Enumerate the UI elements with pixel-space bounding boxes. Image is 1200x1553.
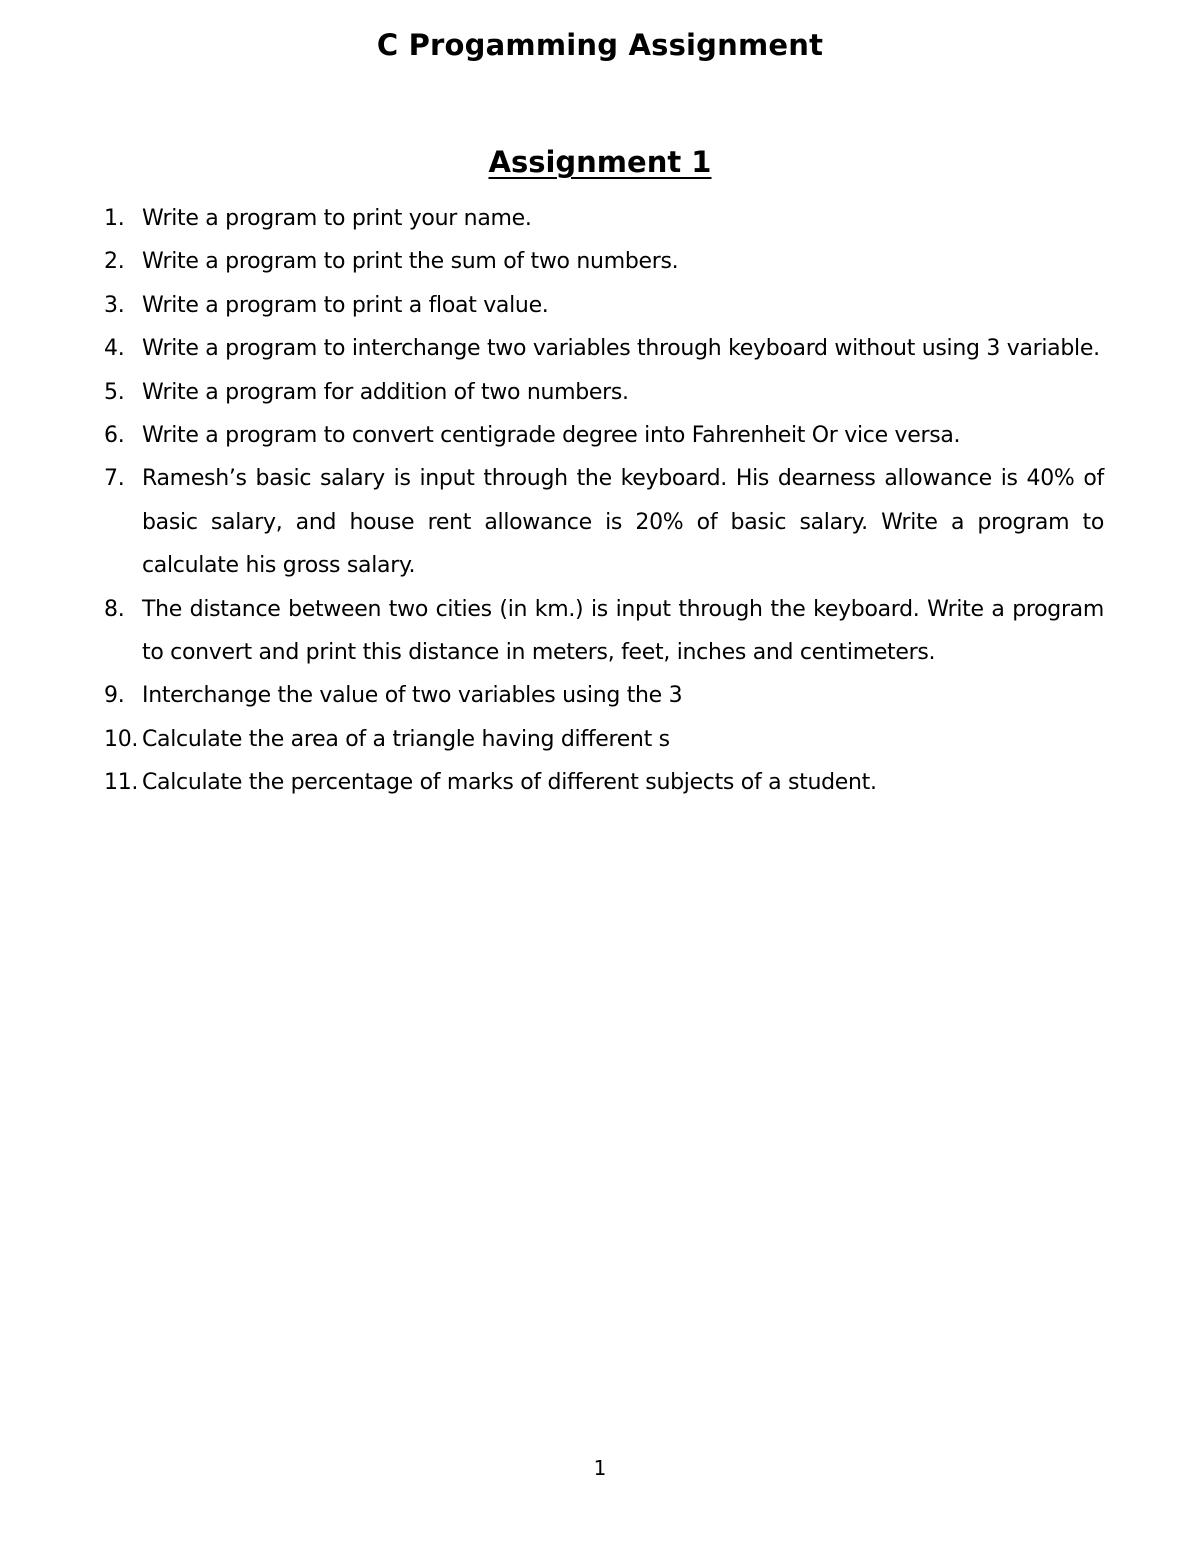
page-number: 1	[593, 1456, 607, 1480]
task-number: 6.	[104, 423, 125, 449]
task-text: Write a program to print the sum of two numbers.	[142, 249, 679, 275]
task-number: 1.	[104, 206, 125, 231]
task-text: Ramesh’s basic salary is input through the keyboard. His dearness allowance is 40% of basic salary, and house rent allowance is 20% of basic salary. Write a program to calculate his gross salary.	[142, 466, 1104, 579]
task-item-10	[104, 718, 1104, 761]
task-number: 10.	[104, 726, 139, 752]
task-item-7	[104, 457, 1104, 587]
task-number: 11.	[104, 770, 139, 796]
task-text: Write a program to interchange two variables through keyboard without using 3 variable.	[142, 336, 1100, 362]
task-text: Write a program to convert centigrade degree into Fahrenheit Or vice versa.	[142, 423, 961, 449]
task-item-1	[104, 197, 1104, 240]
task-text: The distance between two cities (in km.) is input through the keyboard. Write a program to convert and print this distance in meters, feet, inches and centimeters.	[142, 596, 1104, 666]
document-title: C Progamming Assignment	[376, 28, 824, 62]
task-text: Calculate the percentage of marks of different subjects of a student.	[142, 770, 877, 796]
task-item-5	[104, 371, 1104, 414]
task-number: 4.	[104, 336, 125, 362]
task-list	[104, 197, 1104, 805]
task-number: 7.	[104, 466, 125, 492]
task-number: 9.	[104, 683, 125, 709]
section-heading-text: Assignment 1	[488, 145, 712, 179]
task-item-11	[104, 761, 1104, 804]
task-item-9	[104, 674, 1104, 717]
task-item-3	[104, 284, 1104, 327]
task-number: 3.	[104, 292, 125, 318]
task-text: Write a program for addition of two numbers.	[142, 379, 629, 405]
task-text: Write a program to print a float value.	[142, 292, 549, 318]
task-text: Calculate the area of a triangle having different s	[142, 726, 670, 752]
task-text: Write a program to print your name.	[142, 206, 532, 231]
task-number: 2.	[104, 249, 125, 275]
task-item-2	[104, 240, 1104, 283]
task-item-4	[104, 327, 1104, 370]
task-number: 8.	[104, 596, 125, 622]
task-text: Interchange the value of two variables using the 3	[142, 683, 683, 709]
task-item-6	[104, 414, 1104, 457]
section-heading	[0, 145, 1200, 179]
task-item-8	[104, 588, 1104, 675]
task-number: 5.	[104, 379, 125, 405]
